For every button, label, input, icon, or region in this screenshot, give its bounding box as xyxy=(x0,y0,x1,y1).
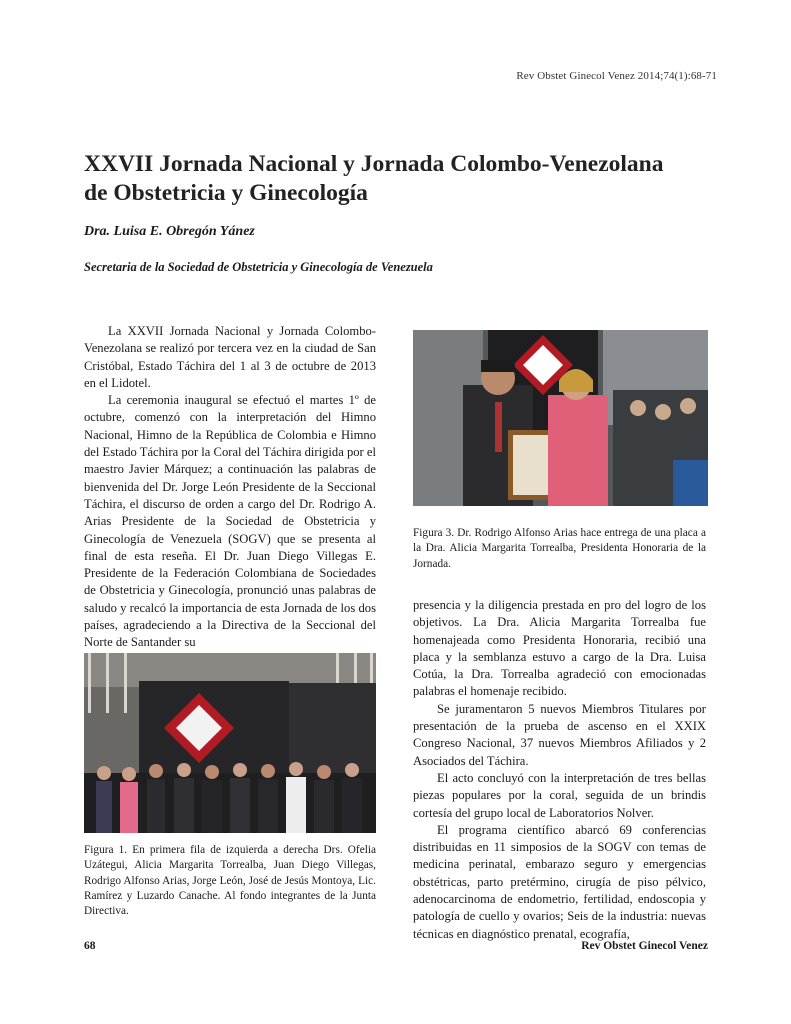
author-name: Dra. Luisa E. Obregón Yánez xyxy=(84,224,255,239)
article-title xyxy=(84,150,724,208)
figure-1-caption: Figura 1. En primera fila de izquierda a derecha Drs. Ofelia Uzátegui, Alicia Margarita Torrealba, Juan Diego Villegas, Rodrigo Alfonso Arias, Jorge León, José de Jesús Montoya, Lic. Ramírez y Luzardo Canache. Al fondo integrantes de la Junta Directiva. xyxy=(84,844,376,918)
title-line-1: XXVII Jornada Nacional y Jornada Colombo-Venezolana xyxy=(84,151,664,177)
figure-3-photo xyxy=(413,330,708,506)
figure-1-illustration xyxy=(84,653,376,833)
footer-journal: Rev Obstet Ginecol Venez xyxy=(581,940,708,952)
paragraph: Se juramentaron 5 nuevos Miembros Titulares por presentación de la prueba de ascenso en el XXIX Congreso Nacional, 37 nuevos Miembros Afiliados y 2 Asociados del Táchira. xyxy=(413,701,706,768)
title-line-2: de Obstetricia y Ginecología xyxy=(84,180,368,206)
paragraph: El programa científico abarcó 69 conferencias distribuidas en 11 simposios de la SOGV con temas de medicina perinatal, embarazo seguro y emergencias obstétricas, parto pretérmino, cirugía de piso pélvico, adenocarcinoma de endometrio, fertilidad, endoscopia y patología de cuello y ovarios; Seis de la industria: nuevas técnicas en diagnóstico prenatal, ecografía, xyxy=(413,822,706,941)
figure-3-caption: Figura 3. Dr. Rodrigo Alfonso Arias hace entrega de una placa a la Dra. Alicia Margarita Torrealba, Presidenta Honoraria de la Jornada. xyxy=(413,527,706,570)
body-column-right xyxy=(413,597,706,943)
paragraph: La ceremonia inaugural se efectuó el martes 1º de octubre, comenzó con la interpretación del Himno Nacional, Himno de la República de Colombia e Himno del Estado Táchira por la Coral del Táchira dirigida por el maestro Javier Márquez; a continuación las palabras de bienvenida del Dr. Jorge León Presidente de la Seccional Táchira, el discurso de orden a cargo del Dr. Rodrigo A. Arias Presidente de la Sociedad de Obstetricia y Ginecología de Venezuela (SOGV) que se presenta al final de esta reseña. El Dr. Juan Diego Villegas E. Presidente de la Federación Colombiana de Sociedades de Obstetricia y Ginecología, pronunció unas palabras de saludo y recalcó la importancia de esta Jornada de los dos países, agradeciendo a la Directiva de la Seccional del Norte de Santander su xyxy=(84,393,376,650)
paragraph: El acto concluyó con la interpretación de tres bellas piezas populares por la coral, seguida de un brindis cortesía del grupo local de Laboratorios Nolver. xyxy=(413,770,706,820)
paragraph: La XXVII Jornada Nacional y Jornada Colombo-Venezolana se realizó por tercera vez en la ciudad de San Cristóbal, Estado Táchira del 1 al 3 de octubre de 2013 en el Lidotel. xyxy=(84,324,376,390)
paragraph: presencia y la diligencia prestada en pro del logro de los objetivos. La Dra. Alicia Margarita Torrealba fue homenajeada como Presidenta Honoraria, recibió una placa y la semblanza estuvo a cargo de la Dra. Luisa Cotúa, la Dra. Torrealba agradeció con emocionadas palabras el homenaje recibido. xyxy=(413,598,706,699)
running-head: Rev Obstet Ginecol Venez 2014;74(1):68-71 xyxy=(516,70,717,82)
page-number: 68 xyxy=(84,940,96,952)
body-column-left xyxy=(84,323,376,652)
figure-3-illustration xyxy=(413,330,708,506)
figure-1-photo xyxy=(84,653,376,833)
author-affiliation: Secretaria de la Sociedad de Obstetricia y Ginecología de Venezuela xyxy=(84,260,433,274)
